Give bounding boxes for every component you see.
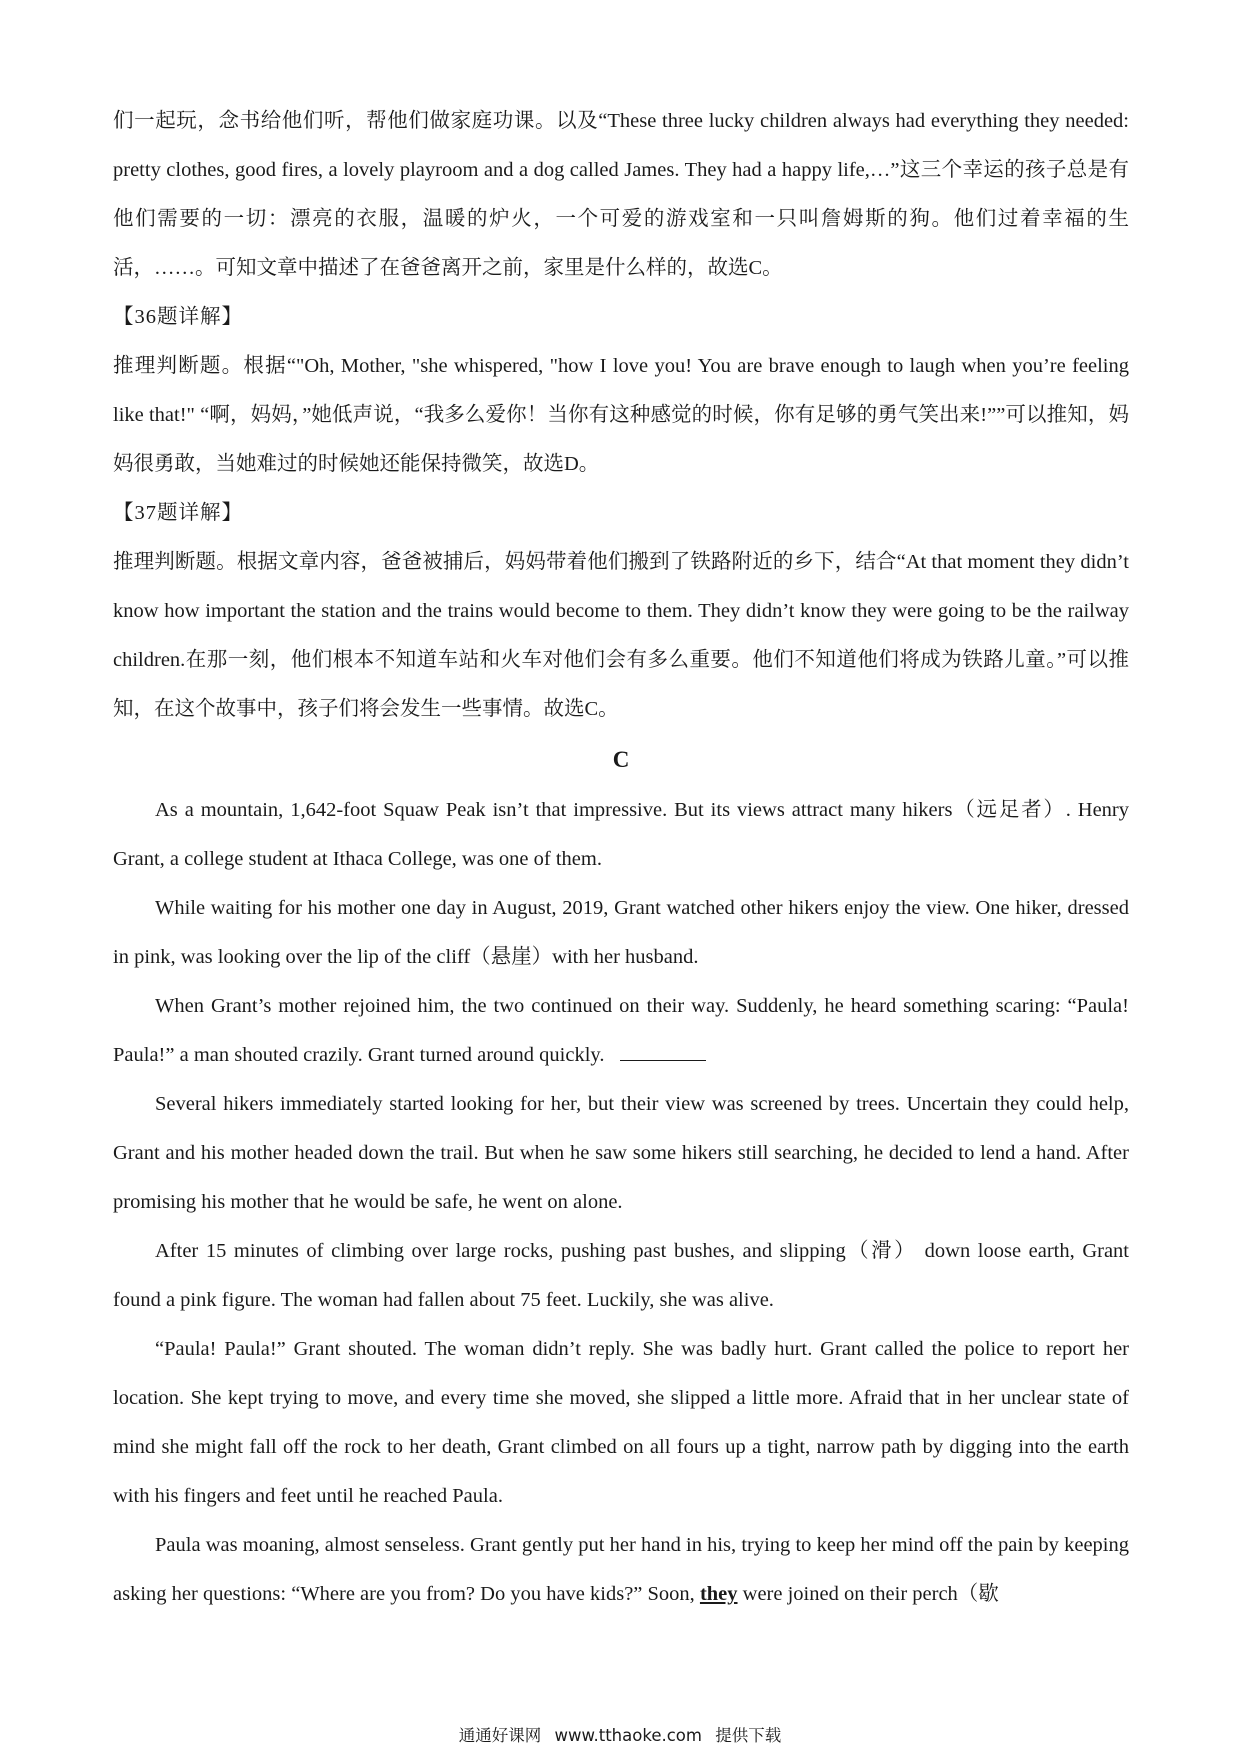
q36-heading: 【36题详解】	[113, 306, 243, 328]
passage-paragraph-3	[113, 982, 1129, 1080]
passage-paragraph-7-end: were joined on their perch（歇	[737, 1583, 999, 1605]
footer-url[interactable]: www.tthaoke.com	[554, 1726, 702, 1745]
passage-paragraph-4: Several hikers immediately started looking for her, but their view was screened by trees. Uncertain they could help, Grant and his mother headed down the trail. But when he saw some hikers still searching, he decided to lend a hand. After promising his mother that he would be safe, he went on alone.	[113, 1093, 1129, 1213]
document-page	[113, 97, 1129, 1619]
passage-paragraph-3-text: When Grant’s mother rejoined him, the two continued on their way. Suddenly, he heard something scaring: “Paula! Paula!” a man shouted crazily. Grant turned around quickly.	[113, 995, 1129, 1066]
passage-paragraph-5: After 15 minutes of climbing over large rocks, pushing past bushes, and slipping（滑） down loose earth, Grant found a pink figure. The woman had fallen about 75 feet. Luckily, she was alive.	[113, 1240, 1129, 1311]
q37-heading: 【37题详解】	[113, 502, 243, 524]
passage-paragraph-7	[113, 1521, 1129, 1619]
q36-explanation: 推理判断题。根据“"Oh, Mother, "she whispered, "how I love you! You are brave enough to laugh when you’re feeling like that!" “啊，妈妈，”她低声说，“我多么爱你！当你有这种感觉的时候，你有足够的勇气笑出来!””可以推知，妈妈很勇敢，当她难过的时候她还能保持微笑，故选D。	[113, 355, 1129, 475]
passage-paragraph-2: While waiting for his mother one day in August, 2019, Grant watched other hikers enjoy the view. One hiker, dressed in pink, was looking over the lip of the cliff（悬崖）with her husband.	[113, 897, 1129, 968]
q37-explanation: 推理判断题。根据文章内容，爸爸被捕后，妈妈带着他们搬到了铁路附近的乡下，结合“At that moment they didn’t know how important the station and the trains would become to them. They didn’t know they were going to be the railway children.在那一刻，他们根本不知道车站和火车对他们会有多么重要。他们不知道他们将成为铁路儿童。”可以推知，在这个故事中，孩子们将会发生一些事情。故选C。	[113, 551, 1129, 720]
passage-paragraph-6: “Paula! Paula!” Grant shouted. The woman didn’t reply. She was badly hurt. Grant called the police to report her location. She kept trying to move, and every time she moved, she slipped a little more. Afraid that in her unclear state of mind she might fall off the rock to her death, Grant climbed on all fours up a tight, narrow path by digging into the earth with his fingers and feet until he reached Paula.	[113, 1338, 1129, 1507]
footer-download-text: 提供下载	[715, 1726, 782, 1745]
previous-explanation-paragraph: 们一起玩，念书给他们听，帮他们做家庭功课。以及“These three lucky children always had everything they needed: pretty clothes, good fires, a lovely playroom and a dog called James. They had a happy life,…”这三个幸运的孩子总是有他们需要的一切：漂亮的衣服，温暖的炉火，一个可爱的游戏室和一只叫詹姆斯的狗。他们过着幸福的生活，……。可知文章中描述了在爸爸离开之前，家里是什么样的，故选C。	[113, 110, 1129, 279]
underlined-word-they: they	[699, 1583, 738, 1605]
section-c-title: C	[612, 747, 630, 772]
passage-paragraph-1: As a mountain, 1,642-foot Squaw Peak isn’t that impressive. But its views attract many hikers（远足者）. Henry Grant, a college student at Ithaca College, was one of them.	[113, 799, 1129, 870]
page-footer	[0, 1722, 1240, 1746]
answer-blank	[620, 1042, 706, 1061]
passage-paragraph-7-start: Paula was moaning, almost senseless. Grant gently put her hand in his, trying to keep her mind off the pain by keeping asking her questions: “Where are you from? Do you have kids?” Soon,	[113, 1534, 1129, 1605]
footer-site-name: 通通好课网	[458, 1726, 542, 1745]
